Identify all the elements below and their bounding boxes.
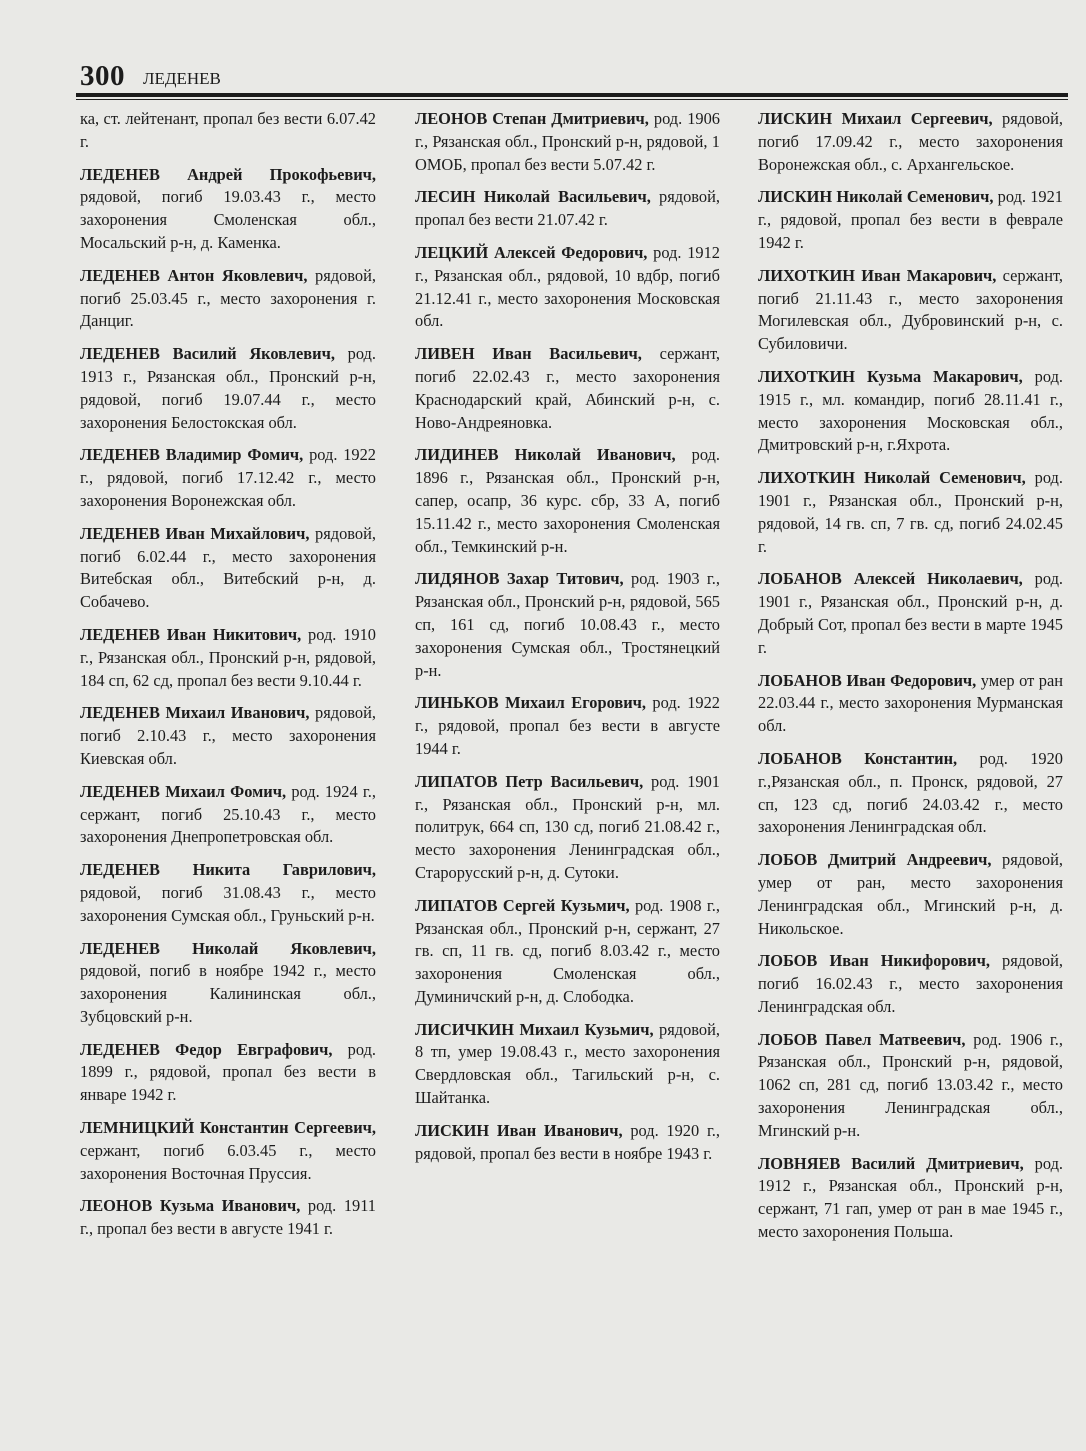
entry-details: рядовой, погиб 31.08.43 г., место захоронения Сумская обл., Груньский р-н. (80, 882, 376, 925)
memorial-entry (758, 186, 1063, 254)
column-1 (80, 108, 376, 1251)
entry-details: род. 1906 г., Рязанская обл., Пронский р-н, рядовой, 1 ОМОБ, пропал без вести 5.07.42 г. (415, 109, 720, 174)
entry-details: род. 1910 г., Рязанская обл., Пронский р-н, рядовой, 184 сп, 62 сд, пропал без вести 9.10.44 г. (80, 624, 376, 690)
entry-details: род. 1901 г., Рязанская обл., Пронский р-н, д. Добрый Сот, пропал без вести в марте 1945 г. (758, 569, 1063, 657)
entry-name: ЛЕЦКИЙ Алексей Федорович, (415, 242, 648, 262)
entry-details: род. 1915 г., мл. командир, погиб 28.11.41 г., место захоронения Московская обл., Дмитровский р-н, г.Яхрота. (758, 366, 1064, 455)
entry-name: ЛИДЯНОВ Захар Титович, (415, 569, 624, 589)
entry-name: ЛИХОТКИН Николай Семенович, (758, 468, 1026, 488)
entry-name: ЛЕОНОВ Кузьма Иванович, (80, 1196, 301, 1216)
entry-name: ЛИХОТКИН Иван Макарович, (758, 265, 997, 285)
entry-details: сержант, погиб 21.11.43 г., место захоронения Могилевская обл., Дубровинский р-н, с. Субиловичи. (758, 265, 1063, 354)
entry-details: умер от ран 22.03.44 г., место захоронения Мурманская обл. (758, 670, 1064, 736)
entry-name: ЛЕДЕНЕВ Иван Никитович, (80, 624, 302, 644)
memorial-entry (415, 568, 720, 682)
memorial-entry (758, 670, 1063, 738)
entry-details: рядовой, погиб 17.09.42 г., место захоронения Воронежская обл., с. Архангельское. (758, 109, 1063, 174)
entry-name: ЛИВЕН Иван Васильевич, (415, 344, 642, 364)
memorial-entry (415, 108, 720, 176)
memorial-entry (415, 1019, 720, 1110)
memorial-entry (415, 895, 720, 1009)
memorial-entry (758, 467, 1063, 558)
entry-name: ЛЕМНИЦКИЙ Константин Сергеевич, (80, 1118, 376, 1138)
entry-details: рядовой, погиб 2.10.43 г., место захоронения Киевская обл. (80, 703, 377, 768)
entry-name: ЛИСКИН Николай Семенович, (758, 187, 994, 207)
entry-name: ЛИСИЧКИН Михаил Кузьмич, (415, 1019, 654, 1039)
memorial-entry (758, 366, 1063, 457)
memorial-entry (80, 108, 376, 154)
entry-name: ЛЕДЕНЕВ Михаил Фомич, (80, 781, 287, 801)
entry-details: рядовой, погиб в ноябре 1942 г., место захоронения Калининская обл., Зубцовский р-н. (80, 961, 376, 1026)
entry-details: род. 1912 г., Рязанская обл., Пронский р-н, сержант, 71 гап, умер от ран в мае 1945 г., место захоронения Польша. (758, 1153, 1064, 1242)
entry-name: ЛЕСИН Николай Васильевич, (415, 187, 651, 207)
entry-name: ЛЕДЕНЕВ Федор Евграфович, (80, 1039, 333, 1059)
entry-name: ЛЕДЕНЕВ Владимир Фомич, (80, 445, 304, 465)
memorial-entry (758, 849, 1063, 940)
entry-details: род. 1920 г., рядовой, пропал без вести в ноябре 1943 г. (415, 1120, 721, 1163)
memorial-entry (758, 108, 1063, 176)
entry-details: рядовой, погиб 6.02.44 г., место захоронения Витебская обл., Витебский р-н, д. Собачево. (80, 523, 377, 612)
memorial-entry (415, 242, 720, 333)
memorial-entry (80, 523, 376, 614)
entry-name: ЛОБОВ Павел Матвеевич, (758, 1029, 966, 1049)
memorial-entry (758, 1029, 1063, 1143)
entry-details: ка, ст. лейтенант, пропал без вести 6.07.42 г. (80, 109, 376, 151)
entry-name: ЛЕДЕНЕВ Андрей Прокофьевич, (80, 164, 376, 184)
entry-details: рядовой, погиб 16.02.43 г., место захоронения Ленинградская обл. (758, 951, 1064, 1016)
entry-details: род. 1911 г., пропал без вести в августе 1941 г. (80, 1196, 376, 1239)
entry-name: ЛОВНЯЕВ Василий Дмитриевич, (758, 1153, 1024, 1173)
memorial-entry (80, 1195, 376, 1241)
memorial-entry (80, 702, 376, 770)
entry-name: ЛЕДЕНЕВ Василий Яковлевич, (80, 344, 335, 364)
entry-details: род. 1921 г., рядовой, пропал без вести в феврале 1942 г. (758, 187, 1063, 252)
entry-name: ЛЕДЕНЕВ Николай Яковлевич, (80, 938, 376, 958)
entry-details: род. 1920 г.,Рязанская обл., п. Пронск, рядовой, 27 сп, 123 сд, погиб 24.03.42 г., место захоронения Ленинградская обл. (758, 748, 1063, 837)
entry-details: род. 1901 г., Рязанская обл., Пронский р-н, мл. политрук, 664 сп, 130 сд, погиб 21.08.42 г., место захоронения Ленинградская обл., Старорусский р-н, д. Сутоки. (415, 771, 720, 882)
memorial-entry (415, 771, 720, 885)
entry-name: ЛЕДЕНЕВ Антон Яковлевич, (80, 265, 308, 285)
entry-name: ЛОБАНОВ Иван Федорович, (758, 670, 977, 690)
page-number: 300 (80, 60, 125, 92)
entry-details: род. 1913 г., Рязанская обл., Пронский р-н, рядовой, погиб 19.07.44 г., место захоронения Белостокская обл. (80, 344, 376, 432)
running-title: ЛЕДЕНЕВ (143, 69, 221, 88)
entry-name: ЛИХОТКИН Кузьма Макарович, (758, 366, 1023, 386)
memorial-entry (80, 343, 376, 434)
entry-name: ЛОБОВ Дмитрий Андреевич, (758, 850, 992, 870)
memorial-entry (80, 265, 376, 333)
column-3 (758, 108, 1063, 1254)
memorial-entry (80, 859, 376, 927)
entry-details: род. 1901 г., Рязанская обл., Пронский р-н, рядовой, 14 гв. сп, 7 гв. сд, погиб 24.02.45 г. (758, 468, 1063, 556)
entry-name: ЛОБОВ Иван Никифорович, (758, 951, 990, 971)
column-2 (415, 108, 720, 1175)
page-header (76, 60, 1068, 92)
memorial-entry (758, 568, 1063, 659)
entry-name: ЛИСКИН Иван Иванович, (415, 1120, 623, 1140)
entry-name: ЛИПАТОВ Петр Васильевич, (415, 771, 644, 791)
memorial-entry (80, 164, 376, 255)
entry-details: рядовой, погиб 25.03.45 г., место захоронения г. Данциг. (80, 265, 377, 331)
memorial-entry (80, 1117, 376, 1185)
header-rule-thin (76, 99, 1068, 100)
entry-details: род. 1906 г., Рязанская обл., Пронский р-н, рядовой, 1062 сп, 281 сд, погиб 13.03.42 г., место захоронения Ленинградская обл., Мгинский р-н. (758, 1029, 1063, 1140)
entry-name: ЛЕОНОВ Степан Дмитриевич, (415, 109, 649, 128)
header-rule-thick (76, 93, 1068, 97)
entry-name: ЛОБАНОВ Константин, (758, 748, 958, 768)
entry-name: ЛОБАНОВ Алексей Николаевич, (758, 569, 1023, 589)
entry-name: ЛИСКИН Михаил Сергеевич, (758, 109, 993, 128)
entry-details: рядовой, 8 тп, умер 19.08.43 г., место захоронения Свердловская обл., Тагильский р-н, с. Шайтанка. (415, 1019, 720, 1108)
entry-name: ЛИДИНЕВ Николай Иванович, (415, 445, 676, 465)
memorial-entry (758, 265, 1063, 356)
entry-details: сержант, погиб 22.02.43 г., место захоронения Краснодарский край, Абинский р-н, с. Ново-Андреяновка. (415, 344, 720, 432)
entry-details: род. 1896 г., Рязанская обл., Пронский р-н, сапер, осапр, 36 курс. сбр, 33 А, погиб 15.11.42 г., место захоронения Смоленская обл., Темкинский р-н. (415, 445, 720, 556)
memorial-entry (758, 1153, 1063, 1244)
entry-details: род. 1903 г., Рязанская обл., Пронский р-н, рядовой, 565 сп, 161 сд, погиб 10.08.43 г., место захоронения Сумская обл., Тростянецкий р-н. (415, 569, 720, 680)
entry-details: сержант, погиб 6.03.45 г., место захоронения Восточная Пруссия. (80, 1140, 376, 1183)
entry-name: ЛЕДЕНЕВ Никита Гаврилович, (80, 860, 376, 880)
entry-details: род. 1922 г., рядовой, погиб 17.12.42 г., место захоронения Воронежская обл. (80, 445, 376, 510)
entry-details: рядовой, пропал без вести 21.07.42 г. (415, 187, 720, 230)
memorial-entry (415, 444, 720, 558)
memorial-entry (80, 624, 376, 692)
entry-details: род. 1899 г., рядовой, пропал без вести в январе 1942 г. (80, 1039, 376, 1105)
entry-details: рядовой, погиб 19.03.43 г., место захоронения Смоленская обл., Мосальский р-н, д. Каменка. (80, 187, 376, 252)
entry-details: род. 1908 г., Рязанская обл., Пронский р-н, сержант, 27 гв. сп, 11 гв. сд, погиб 8.03.42 г., место захоронения Смоленская обл., Думиничский р-н, д. Слободка. (415, 895, 721, 1006)
memorial-entry (80, 444, 376, 512)
entry-details: род. 1922 г., рядовой, пропал без вести в августе 1944 г. (415, 693, 720, 758)
memorial-entry (80, 781, 376, 849)
entry-name: ЛИНЬКОВ Михаил Егорович, (415, 693, 646, 713)
memorial-entry (80, 938, 376, 1029)
entry-details: род. 1912 г., Рязанская обл., рядовой, 10 вдбр, погиб 21.12.41 г., место захоронения Московская обл. (415, 242, 720, 331)
memorial-entry (415, 1120, 720, 1166)
memorial-entry (80, 1039, 376, 1107)
memorial-entry (758, 950, 1063, 1018)
memorial-entry (415, 692, 720, 760)
entry-details: рядовой, умер от ран, место захоронения Ленинградская обл., Мгинский р-н, д. Никольское. (758, 850, 1063, 938)
entry-name: ЛЕДЕНЕВ Иван Михайлович, (80, 523, 310, 543)
entry-name: ЛИПАТОВ Сергей Кузьмич, (415, 895, 630, 915)
memorial-entry (415, 186, 720, 232)
memorial-entry (415, 343, 720, 434)
entry-details: род. 1924 г., сержант, погиб 25.10.43 г., место захоронения Днепропетровская обл. (80, 781, 376, 847)
memorial-entry (758, 748, 1063, 839)
entry-name: ЛЕДЕНЕВ Михаил Иванович, (80, 703, 310, 723)
